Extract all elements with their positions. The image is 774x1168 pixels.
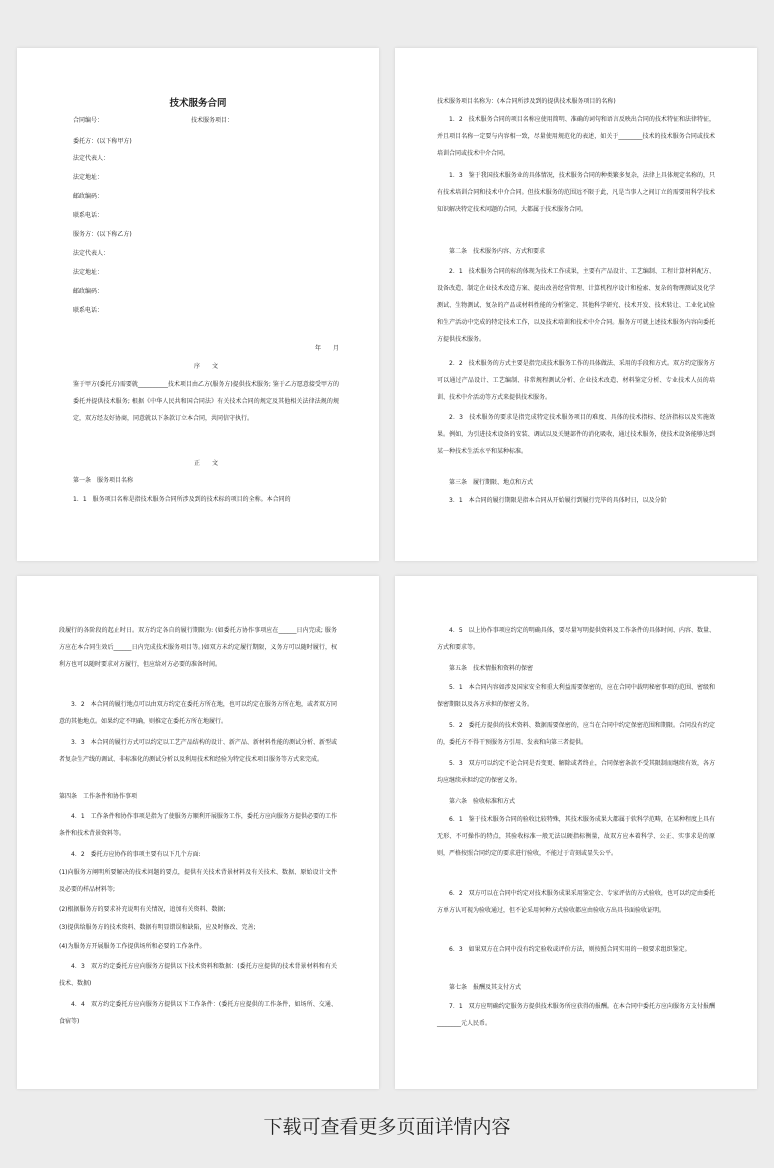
clause-3-3: 3．3 本合同的履行方式可以约定以工艺产品结构的设计、新产品、新材料性能的测试分析、新型或者复杂生产线的调试、非标准化的测试分析以及利用技术和经验为特定技术项目服务等方式来完成。: [59, 739, 337, 763]
preface-paragraph: 鉴于甲方(委托方)需要就__________技术项目由乙方(服务方)提供技术服务; 鉴于乙方愿意接受甲方的委托并提供技术服务; 根据《中华人民共和国合同法》有关技术合同的规定及其他相关法律法规的规定，双方经友好协商，同意就以下条款订立本合同，共同信守执行。: [73, 381, 339, 422]
project-label: 技术服务项目：: [191, 117, 234, 124]
clause-4-5: 4．5 以上协作事项应约定的明确具体，要尽量写明提供资料及工作条件的具体时间、内容、数量、方式和要求等。: [437, 627, 715, 651]
project-name-line: 技术服务项目名称为：(本合同所涉及到的提供技术服务项目的名称): [437, 98, 616, 105]
clause-4-2-item-1: (1)向服务方阐明所要解决的技术问题的要点，提供有关技术背景材料及有关技术、数据、原始设计文件及必要的样品材料等;: [59, 869, 337, 893]
clause-4-3: 4．3 双方约定委托方应向服务方提供以下技术资料和数据：(委托方应提供的技术背景材料和有关技术、数据): [59, 963, 337, 987]
clause-4-4: 4．4 双方约定委托方应向服务方提供以下工作条件：(委托方应提供的工作条件，如场所、交通、食宿等): [59, 1001, 337, 1025]
clause-4-2: 4．2 委托方应协作的事项主要有以下几个方面:: [71, 851, 201, 858]
clause-4-2-item-4: (4)为服务方开展服务工作提供场所和必要的工作条件。: [59, 943, 206, 950]
address-label: 法定地址：: [73, 174, 104, 181]
date-line: 年 月: [314, 345, 339, 352]
legal-rep-label: 法定代表人：: [73, 155, 110, 162]
contract-number-line: [73, 117, 339, 125]
article-3-heading: 第三条 履行期限、地点和方式: [449, 479, 534, 486]
article-1-1: 1．1 服务项目名称是指技术服务合同所涉及到的技术标的项目的全称。本合同的: [73, 496, 291, 503]
phone-label: 联系电话：: [73, 212, 104, 219]
clause-4-2-item-3: (3)提供给服务方的技术资料、数据有明显错误和缺陷，应及时修改、完善;: [59, 924, 256, 931]
postcode-label: 邮政编码：: [73, 193, 104, 200]
address-label-2: 法定地址：: [73, 269, 104, 276]
clause-2-3: 2．3 技术服务的要求是指完成特定技术服务项目的难度、具体的技术指标、经济指标以及实施效果。例如，为引进技术设备的安装、调试以及关键部件的消化吸收，通过技术服务，使技术设备能够达到某一种技术生活水平和某种标准。: [437, 414, 715, 455]
clause-5-3: 5．3 双方可以约定不论合同是否变更、解除或者终止，合同保密条款不受其限制而继续有效，各方均应继续承担约定的保密义务。: [437, 760, 715, 784]
article-6-heading: 第六条 验收标准和方式: [449, 798, 516, 805]
article-1-heading: 第一条 服务项目名称: [73, 477, 134, 484]
phone-label-2: 联系电话：: [73, 307, 104, 314]
clause-6-1: 6．1 鉴于技术服务合同的验收比较特殊，其技术服务成果大都属于软科学范畴，在某种程度上具有无形、不可操作的特点，其验收标准一般无法以硬指标衡量，故双方应本着科学、公正、实事求是的原则，严格按照合同约定的要求进行验收，不能过于苛刻或显失公平。: [437, 816, 715, 857]
clause-6-3: 6．3 如果双方在合同中没有约定验收或评价方法，则按照合同实用的一般要求组织鉴定。: [449, 946, 691, 953]
clause-5-1: 5．1 本合同内容如涉及国家安全和重大利益需要保密的，应在合同中载明秘密事项的范围、密级和保密期限以及各方承担的保密义务。: [437, 684, 715, 708]
document-page-2: [395, 48, 757, 561]
clause-6-2: 6．2 双方可以在合同中约定对技术服务成果采用鉴定会、专家评估的方式验收，也可以约定由委托方单方认可视为验收通过，但不论采用何种方式验收都应由验收方出具书面验收证明。: [437, 890, 715, 914]
clause-3-1: 3．1 本合同的履行期限是指本合同从开始履行到履行完毕的具体时日，以及分阶: [449, 497, 667, 504]
clause-2-1: 2．1 技术服务合同的标的体现为技术工作成果，主要有产品设计、工艺编制、工程计算材料配方、设备改造、制定企业技术改造方案、提出改善经营管理、计算机程序设计和检索、复杂的物理测试及化学测试、生物测试、复杂的产品或材料性能的分析鉴定、其他科学研究、技术开发、技术转让、工业化试验和生产活动中完成的特定技术工作，以及技术培训和技术中介合同。服务方可就上述技术服务内容向委托方提供技术服务。: [437, 268, 715, 343]
preface-heading: 序 文: [193, 363, 218, 370]
clause-4-2-item-2: (2)根据服务方的要求补充说明有关情况，追加有关资料、数据;: [59, 906, 226, 913]
article-7-heading: 第七条 报酬及其支付方式: [449, 984, 522, 991]
article-5-heading: 第五条 技术情报和资料的保密: [449, 665, 534, 672]
clause-7-1: 7．1 双方应明确约定服务方提供技术服务所应获得的报酬。在本合同中委托方应向服务方支付报酬________元人民币。: [437, 1003, 715, 1027]
download-prompt-text: 下载可查看更多页面详情内容: [263, 1116, 511, 1138]
clause-5-2: 5．2 委托方提供的技术资料、数据需要保密的，应当在合同中约定保密范围和期限。合同没有约定的，委托方不得干预服务方引用、发表和向第三者提供。: [437, 722, 715, 746]
clause-3-2: 3．2 本合同的履行地点可以由双方约定在委托方所在地，也可以约定在服务方所在地，或者双方同意的其他地点。如果约定不明确，则推定在委托方所在地履行。: [59, 701, 337, 725]
document-page-1: [17, 48, 379, 561]
clause-4-1: 4．1 工作条件和协作事项是指为了使服务方顺利开展服务工作，委托方应向服务方提供必要的工作条件和技术背景资料等。: [59, 813, 337, 837]
clause-1-2: 1．2 技术服务合同的项目名称应使用简明、准确的词句和语言反映出合同的技术特征和法律特征，并且项目名称一定要与内容相一致，尽量使用规范化的表述，如关于________技术的技术服务合同或技术培训合同或技术中介合同。: [437, 116, 715, 157]
main-heading: 正 文: [193, 460, 218, 467]
document-page-4: [395, 576, 757, 1089]
legal-rep-label-2: 法定代表人：: [73, 250, 110, 257]
document-title: 技术服务合同: [169, 98, 227, 109]
clause-2-2: 2．2 技术服务的方式主要是指完成技术服务工作的具体做法、采用的手段和方式。双方约定服务方可以通过产品设计、工艺编制、非常规程测试分析、企业技术改造、材料鉴定分析、专业技术人员的培训、技术中介活动等方式来提供技术服务。: [437, 360, 715, 401]
article-4-heading: 第四条 工作条件和协作事项: [59, 793, 138, 800]
postcode-label-2: 邮政编码：: [73, 288, 104, 295]
client-label: 委托方：(以下称甲方): [73, 138, 132, 145]
provider-label: 服务方：(以下称乙方): [73, 231, 132, 238]
article-2-heading: 第二条 技术服务内容、方式和要求: [449, 248, 546, 255]
clause-1-3: 1．3 鉴于我国技术服务业的具体情况，技术服务合同的种类繁多复杂，法律上具体规定名称的，只有技术培训合同和技术中介合同。但技术服务的范围远不限于此，凡是当事人之间订立的需要用科学技术知识解决特定技术问题的合同，大都属于技术服务合同。: [437, 172, 715, 213]
clause-3-1-continued: 段履行的各阶段的起止时日。双方约定各自的履行期限为: (如委托方协作事项应在______日内完成; 服务方应在本合同生效后______日内完成技术服务项目等。)如双方未约定履行期限，义务方可以随时履行，权利方也可以随时要求对方履行，但应给对方必要的准备时间。: [59, 627, 337, 668]
contract-number-label: 合同编号：: [73, 117, 104, 124]
document-page-3: [17, 576, 379, 1089]
